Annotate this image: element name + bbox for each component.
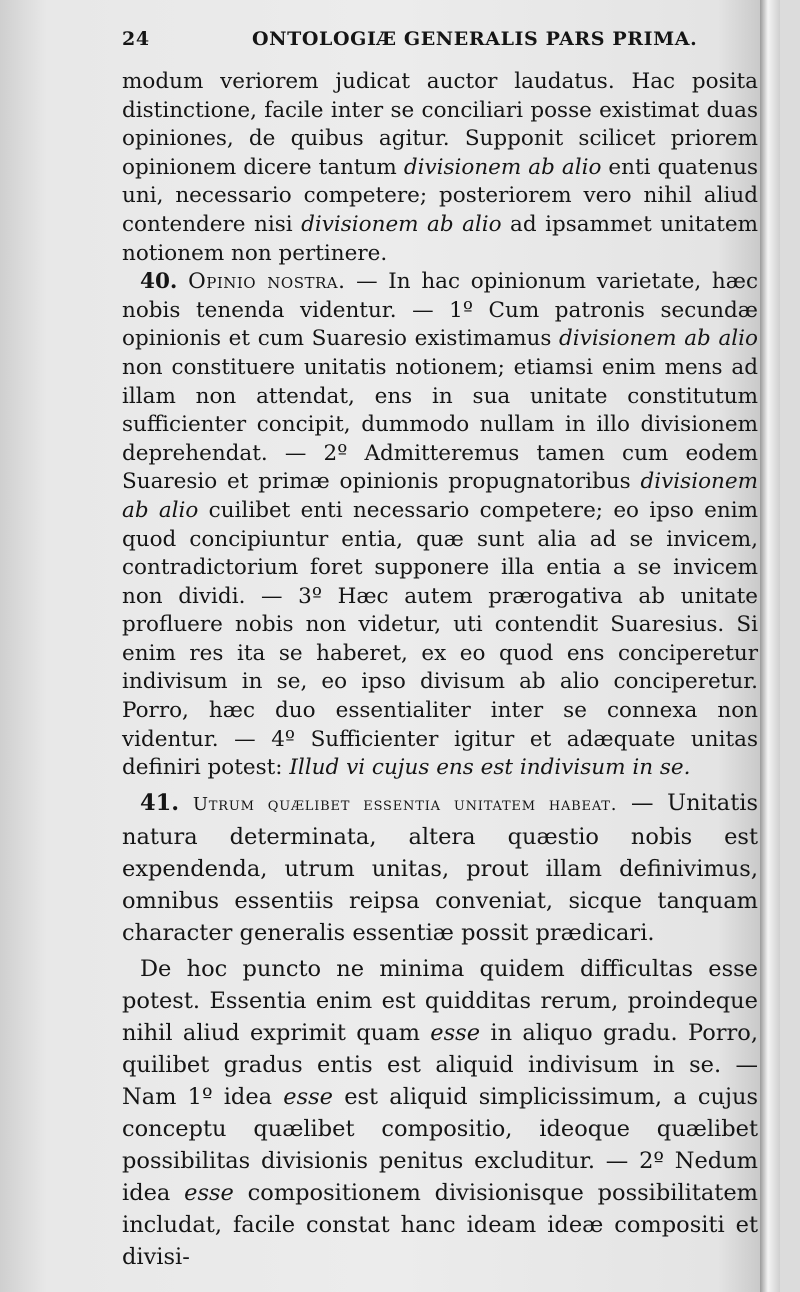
text-run: — Unitatis natura determinata, altera quæstio nobis est expendenda, utrum unitas, prout illam definivimus, omnibus essentiis reipsa conveniat, sicque tanquam character generalis essentiæ possit prædicari. xyxy=(122,789,759,946)
text-run: enti quatenus uni, necessario competere; posteriorem vero nihil aliud contendere nisi xyxy=(122,154,758,237)
running-header xyxy=(122,28,758,68)
section-number: 41. xyxy=(140,789,180,816)
italic-run: esse xyxy=(283,1083,333,1110)
italic-run: esse xyxy=(430,1019,481,1046)
italic-run: esse xyxy=(184,1179,234,1206)
lower-text xyxy=(122,787,758,1273)
text-run: De hoc puncto ne minima quidem difficultas esse potest. Essentia enim est quidditas rerum, proindeque nihil aliud exprimit quam xyxy=(122,955,758,1046)
section-title: Utrum quælibet essentia unitatem habeat. xyxy=(192,793,618,815)
paragraph-intro xyxy=(122,68,758,268)
text-run: est aliquid simplicissimum, a cujus conceptu quælibet compositio, ideoque quælibet possibilitas divisionis penitus excluditur. — 2º Nedum idea xyxy=(122,1083,758,1206)
book-spine-edge xyxy=(760,0,780,1292)
main-text xyxy=(122,68,758,783)
italic-run: divisionem ab alio xyxy=(559,326,758,352)
text-run: ad ipsammet unitatem notionem non pertinere. xyxy=(122,211,758,266)
text-run: — In hac opinionum varietate, hæc nobis tenenda videntur. — 1º Cum patronis secundæ opinionis et cum Suaresio existimamus xyxy=(122,269,758,352)
text-run: in aliquo gradu. Porro, quilibet gradus entis est aliquid indivisum in se. — Nam 1º idea xyxy=(122,1019,758,1110)
section-number: 40. xyxy=(140,269,178,295)
running-title: ONTOLOGIÆ GENERALIS PARS PRIMA. xyxy=(252,28,698,50)
italic-run: divisionem ab alio xyxy=(403,154,602,180)
section-41 xyxy=(122,787,758,949)
text-run: non constituere unitatis notionem; etiamsi enim mens ad illam non attendat, ens in sua unitate constitutum sufficienter concipit, dummodo nullam in illo divisionem deprehendat. — 2º Admitteremus tamen cum eodem Suaresio et primæ opinionis propugnatoribus xyxy=(122,354,758,495)
section-title: Opinio nostra. xyxy=(188,269,346,295)
italic-run: divisionem ab alio xyxy=(122,469,758,523)
paragraph-final xyxy=(122,953,758,1273)
italic-run: Illud vi cujus ens est indivisum in se. xyxy=(289,755,691,781)
italic-run: divisionem ab alio xyxy=(301,211,502,237)
text-run: cuilibet enti necessario competere; eo ipso enim quod concipiuntur entia, quæ sunt alia ad se invicem, contradictorium foret supponere illa entia a se invicem non dividi. — 3º Hæc autem prærogativa ab unitate profluere nobis non videtur, uti contendit Suaresius. Si enim res ita se haberet, ex eo quod ens conciperetur indivisum in se, eo ipso divisum ab alio conciperetur. Porro, hæc duo essentialiter inter se connexa non videntur. — 4º Sufficienter igitur et adæquate unitas definiri potest: xyxy=(122,497,758,781)
text-run: modum veriorem judicat auctor laudatus. Hac posita distinctione, facile inter se conciliari posse existimat duas opiniones, de quibus agitur. Supponit scilicet priorem opinionem dicere tantum xyxy=(122,69,758,180)
text-run: compositionem divisionisque possibilitatem includat, facile constat hanc ideam ideæ compositi et divisi- xyxy=(122,1179,758,1270)
section-40 xyxy=(122,268,758,783)
page-number: 24 xyxy=(122,28,150,50)
